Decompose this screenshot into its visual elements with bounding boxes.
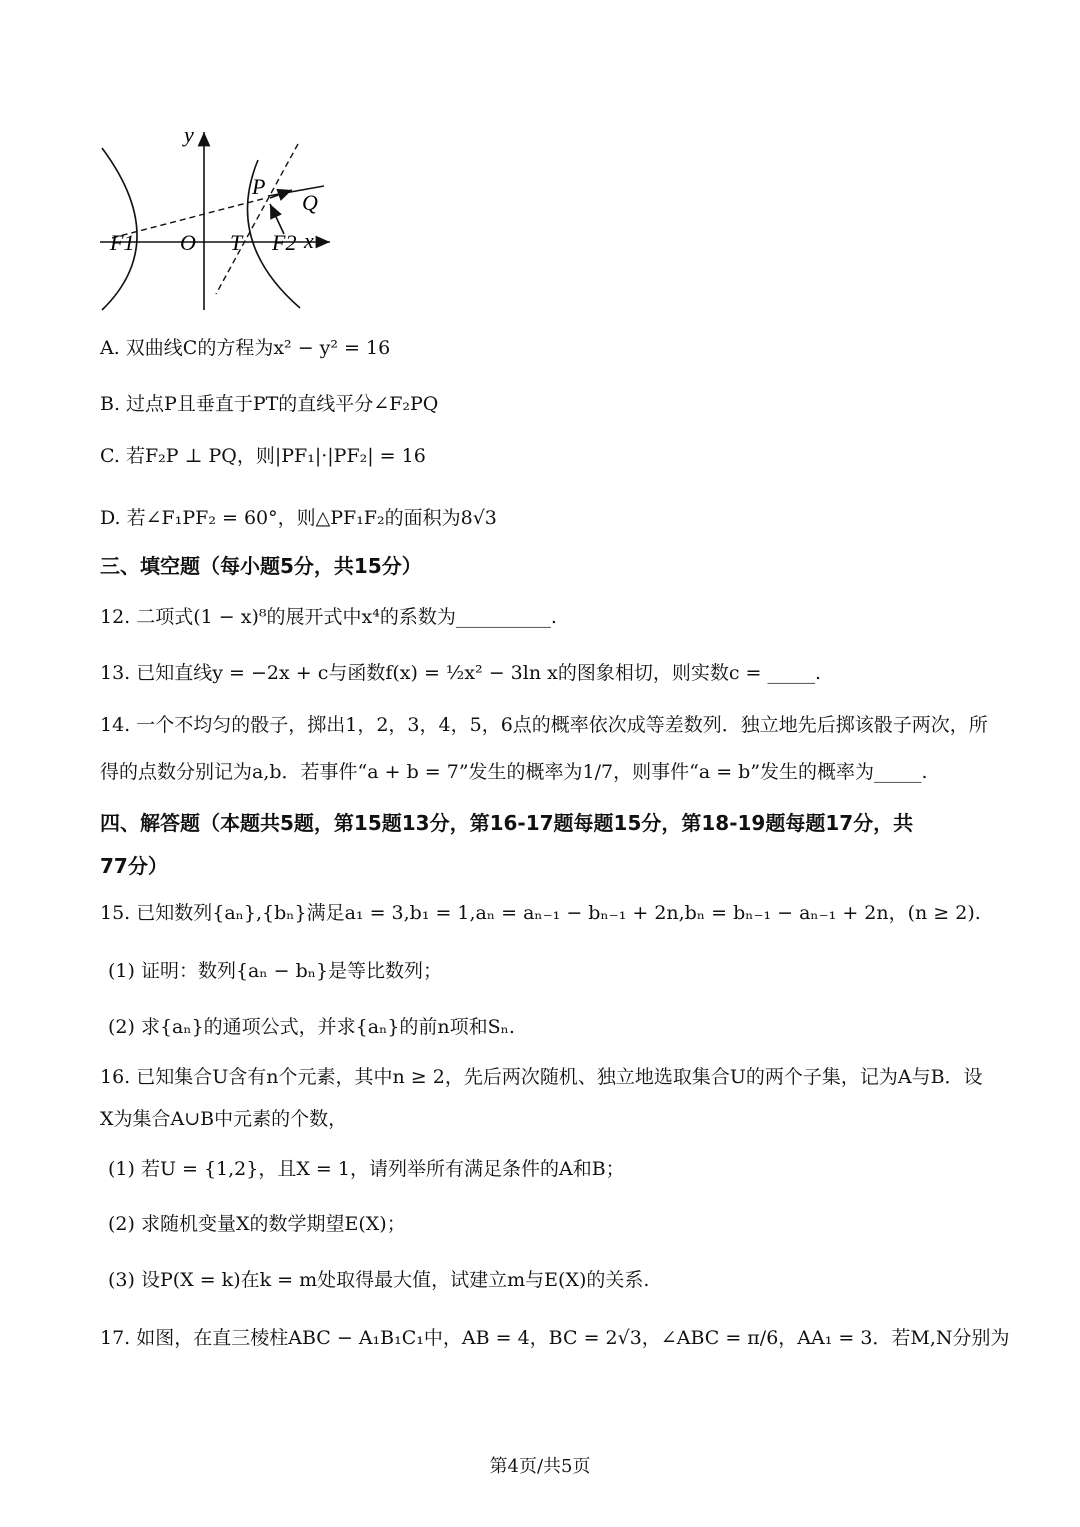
label-p: P — [252, 174, 266, 199]
label-f1 — [109, 230, 134, 255]
label-q: Q — [302, 190, 318, 215]
question-14-line1: 14. 一个不均匀的骰子，掷出1，2，3，4，5，6点的概率依次成等差数列．独立地先后掷该骰子两次，所 — [100, 714, 988, 736]
label-t: T — [230, 230, 243, 255]
left-branch — [102, 148, 137, 310]
label-x: x — [304, 228, 314, 253]
question-12: 12. 二项式(1 − x)⁸的展开式中x⁴的系数为__________. — [100, 606, 557, 628]
hyperbola-figure — [92, 118, 352, 318]
question-16-stem-line2: X为集合A∪B中元素的个数， — [100, 1108, 348, 1130]
question-14-line2: 得的点数分别记为a,b．若事件“a + b = 7”发生的概率为1/7，则事件“a = b”发生的概率为_____. — [100, 761, 928, 783]
question-16-part2: (2) 求随机变量X的数学期望E(X)； — [108, 1213, 406, 1235]
label-o: O — [180, 230, 196, 255]
question-15-part2: (2) 求{aₙ}的通项公式，并求{aₙ}的前n项和Sₙ. — [108, 1016, 515, 1038]
option-d: D. 若∠F₁PF₂ = 60°，则△PF₁F₂的面积为8√3 — [100, 507, 497, 529]
question-16-part1: (1) 若U = {1,2}，且X = 1，请列举所有满足条件的A和B； — [108, 1158, 625, 1180]
question-15-part1: (1) 证明：数列{aₙ − bₙ}是等比数列； — [108, 960, 443, 982]
option-c: C. 若F₂P ⊥ PQ，则|PF₁|·|PF₂| = 16 — [100, 445, 426, 467]
section-4-heading-line1: 四、解答题（本题共5题，第15题13分，第16-17题每题15分，第18-19题每题17分，共 — [100, 811, 914, 835]
label-f2: F2 — [272, 230, 297, 255]
question-16-part3: (3) 设P(X = k)在k = m处取得最大值，试建立m与E(X)的关系. — [108, 1269, 650, 1291]
label-f1-text: F1 — [110, 230, 135, 255]
question-16-stem-line1: 16. 已知集合U含有n个元素，其中n ≥ 2，先后两次随机、独立地选取集合U的两个子集，记为A与B．设 — [100, 1066, 983, 1088]
section-4-heading-line2: 77分） — [100, 854, 168, 878]
option-a: A. 双曲线C的方程为x² − y² = 16 — [100, 337, 391, 359]
question-15-stem: 15. 已知数列{aₙ},{bₙ}满足a₁ = 3,b₁ = 1,aₙ = aₙ₋₁ − bₙ₋₁ + 2n,bₙ = bₙ₋₁ − aₙ₋₁ + 2n，(n ≥ 2). — [100, 902, 981, 924]
question-13: 13. 已知直线y = −2x + c与函数f(x) = ½x² − 3ln x的图象相切，则实数c = _____. — [100, 662, 822, 684]
option-b: B. 过点P且垂直于PT的直线平分∠F₂PQ — [100, 393, 439, 415]
section-3-heading: 三、填空题（每小题5分，共15分） — [100, 554, 422, 578]
arrow-to-pq — [270, 190, 292, 198]
label-y: y — [184, 122, 194, 147]
question-17-stem: 17. 如图，在直三棱柱ABC − A₁B₁C₁中，AB = 4，BC = 2√3，∠ABC = π/6，AA₁ = 3．若M,N分别为 — [100, 1327, 1010, 1349]
tangent-line — [216, 144, 298, 294]
page-number: 第4页/共5页 — [489, 1456, 591, 1477]
